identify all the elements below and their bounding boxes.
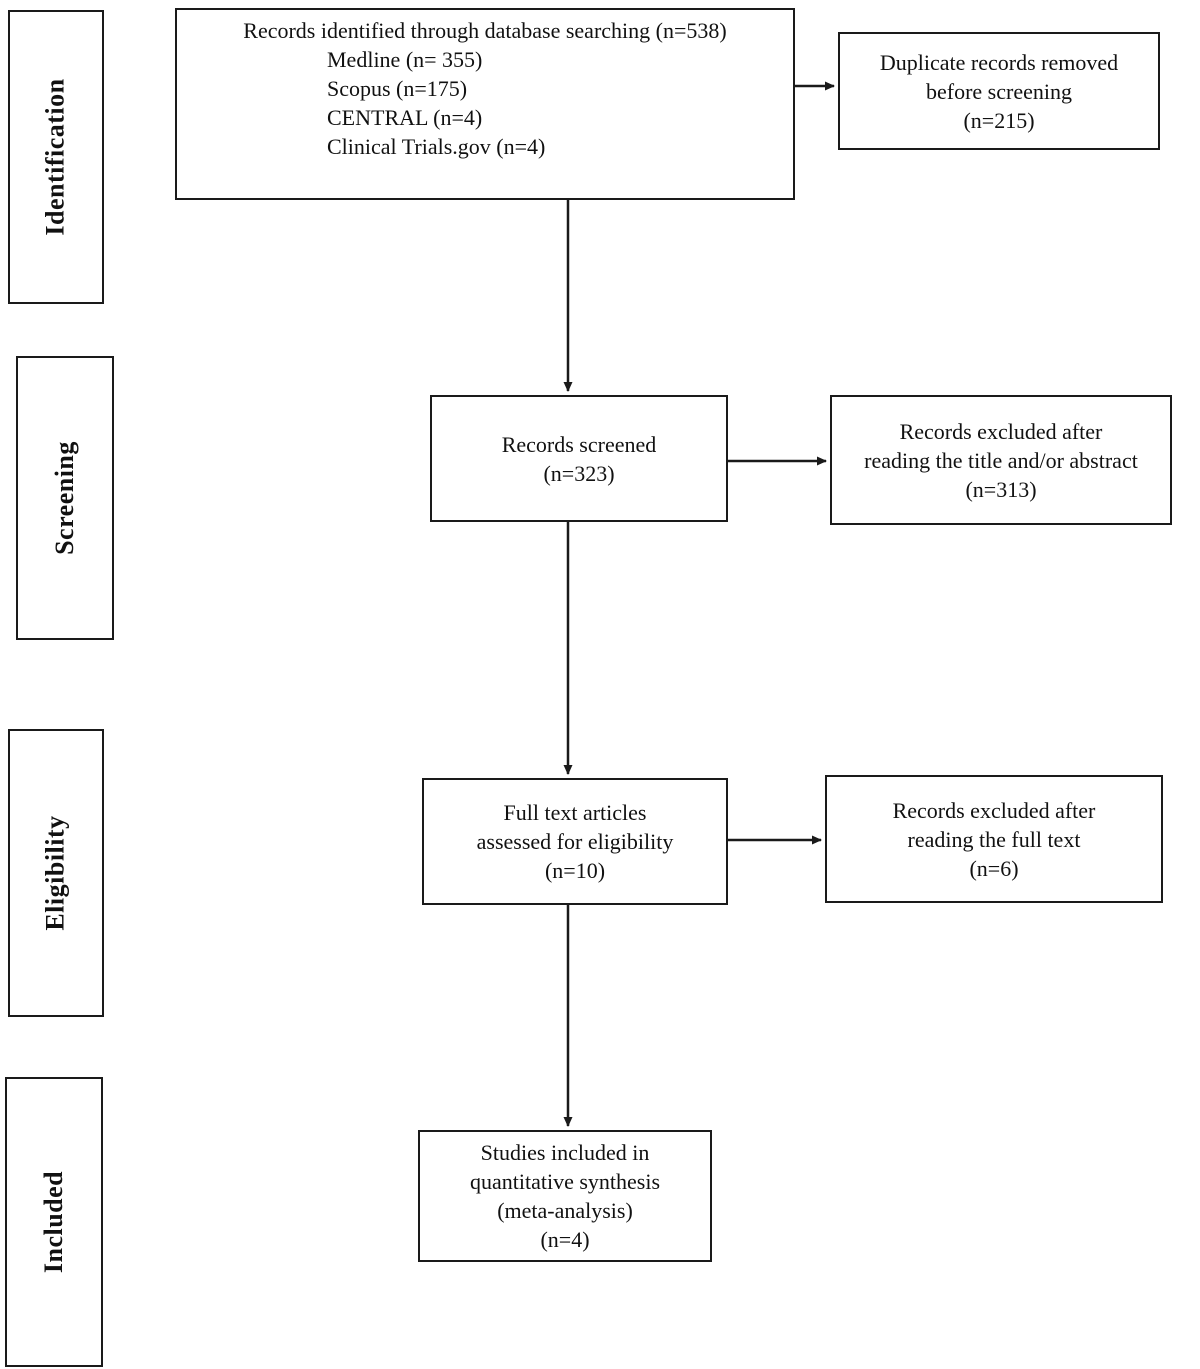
box-records-screened xyxy=(430,395,728,522)
records-identified-source-scopus: Scopus (n=175) xyxy=(327,76,468,101)
records-screened-count: (n=323) xyxy=(543,460,615,486)
stage-eligibility-label: Eligibility xyxy=(41,815,70,931)
box-studies-included xyxy=(418,1130,712,1262)
fulltext-count: (n=10) xyxy=(544,858,606,883)
excluded-fulltext-line-1: Records excluded after xyxy=(892,797,1096,823)
stage-screening xyxy=(16,356,114,640)
stage-eligibility xyxy=(8,729,104,1017)
fulltext-line-1: Full text articles xyxy=(503,800,647,825)
stage-identification-label: Identification xyxy=(41,78,71,236)
records-identified-source-medline: Medline (n= 355) xyxy=(327,47,483,72)
excluded-fulltext-count: (n=6) xyxy=(969,855,1019,881)
studies-included-line-3: (meta-analysis) xyxy=(497,1198,633,1223)
duplicates-count: (n=215) xyxy=(963,107,1035,133)
records-screened-line-1: Records screened xyxy=(501,431,657,457)
excluded-title-count: (n=313) xyxy=(965,476,1037,502)
records-identified-source-central: CENTRAL (n=4) xyxy=(327,105,483,130)
studies-included-line-1: Studies included in xyxy=(480,1140,650,1165)
duplicates-line-2: before screening xyxy=(926,78,1072,104)
excluded-fulltext-line-2: reading the full text xyxy=(907,826,1081,852)
duplicates-line-1: Duplicate records removed xyxy=(879,49,1119,75)
records-identified-title: Records identified through database searching (n=538) xyxy=(243,18,727,43)
box-records-identified xyxy=(175,8,795,200)
box-duplicates-removed xyxy=(838,32,1160,150)
records-identified-source-clinicaltrials: Clinical Trials.gov (n=4) xyxy=(327,134,546,159)
box-excluded-title-abstract xyxy=(830,395,1172,525)
stage-identification xyxy=(8,10,104,304)
studies-included-line-2: quantitative synthesis xyxy=(469,1169,661,1194)
box-excluded-fulltext xyxy=(825,775,1163,903)
stage-screening-label: Screening xyxy=(50,441,80,555)
studies-included-count: (n=4) xyxy=(540,1227,590,1252)
excluded-title-line-1: Records excluded after xyxy=(899,418,1103,444)
stage-included xyxy=(5,1077,103,1367)
box-fulltext-assessed xyxy=(422,778,728,905)
excluded-title-line-2: reading the title and/or abstract xyxy=(864,447,1138,473)
stage-included-label: Included xyxy=(39,1170,69,1274)
fulltext-line-2: assessed for eligibility xyxy=(476,829,674,854)
